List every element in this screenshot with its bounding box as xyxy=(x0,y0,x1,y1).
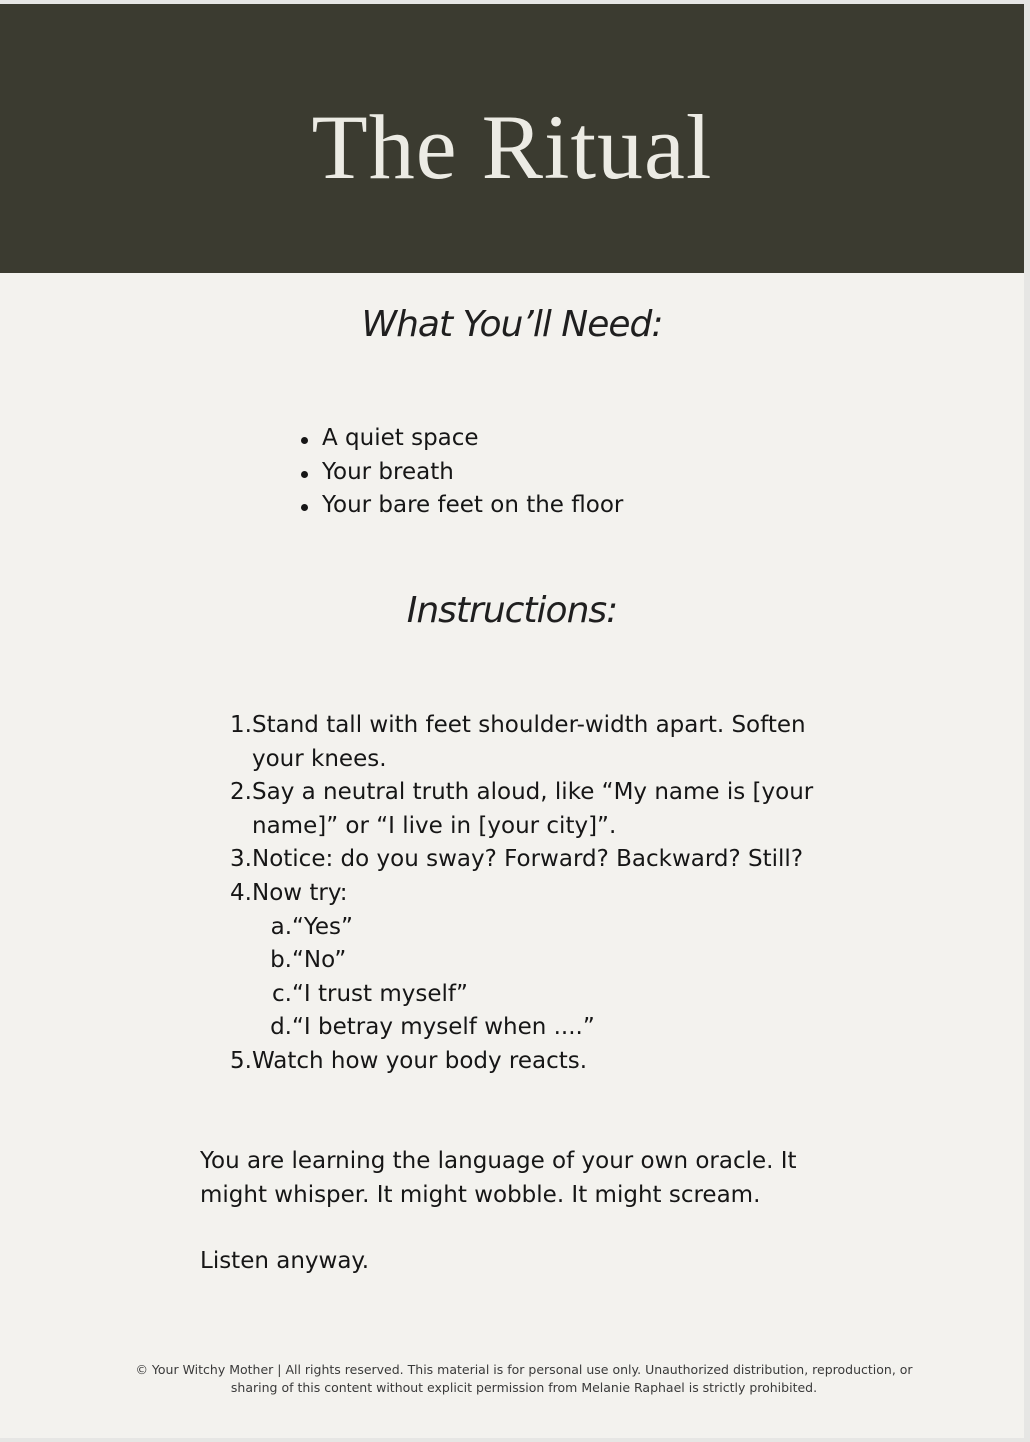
substep-letter: c. xyxy=(272,980,292,1007)
substep-letter: d. xyxy=(270,1014,292,1041)
substep-text: “No” xyxy=(292,947,347,974)
instruction-step xyxy=(228,843,818,877)
needs-list-item: A quiet space xyxy=(300,422,623,456)
step-text: Now try: xyxy=(252,879,348,906)
step-number: 1. xyxy=(230,712,252,738)
instruction-step xyxy=(228,709,818,776)
instruction-step xyxy=(228,877,818,1045)
step-text: Notice: do you sway? Forward? Backward? Still? xyxy=(252,846,804,873)
footer-line-1: © Your Witchy Mother | All rights reserved. This material is for personal use only. Unauthorized distribution, reproduction, or xyxy=(135,1362,913,1377)
substep-item xyxy=(252,944,818,978)
step-number: 4. xyxy=(230,879,252,906)
substep-text: “Yes” xyxy=(292,913,353,940)
substep-item xyxy=(252,978,818,1012)
step-text: Watch how your body reacts. xyxy=(252,1047,588,1074)
needs-heading: What You’ll Need: xyxy=(361,304,663,345)
substep-letter: a. xyxy=(270,913,292,940)
page-title: The Ritual xyxy=(311,96,713,198)
substep-letter: b. xyxy=(270,947,292,974)
substep-text: “I betray myself when ....” xyxy=(292,1014,595,1041)
copyright-footer xyxy=(100,1361,948,1397)
instruction-step xyxy=(228,1045,818,1079)
closing-final-line: Listen anyway. xyxy=(200,1248,370,1274)
substep-list xyxy=(252,911,818,1045)
step-number: 2. xyxy=(230,779,252,806)
step-text: Say a neutral truth aloud, like “My name is [your name]” or “I live in [your city]”. xyxy=(252,779,814,839)
header-banner xyxy=(0,4,1024,273)
instructions-heading: Instructions: xyxy=(406,590,618,631)
footer-line-2: sharing of this content without explicit permission from Melanie Raphael is strictly prohibited. xyxy=(230,1380,818,1395)
substep-text: “I trust myself” xyxy=(292,980,468,1007)
needs-list-item: Your bare feet on the floor xyxy=(300,489,623,523)
needs-list xyxy=(300,422,623,523)
needs-list-item: Your breath xyxy=(300,456,623,490)
closing-paragraph: You are learning the language of your own oracle. It might whisper. It might wobble. It might scream. xyxy=(200,1148,797,1208)
instructions-list xyxy=(228,709,818,1079)
step-text: Stand tall with feet shoulder-width apart. Soften your knees. xyxy=(252,712,806,772)
substep-item xyxy=(252,1011,818,1045)
step-number: 3. xyxy=(230,846,252,873)
substep-item xyxy=(252,911,818,945)
document-page xyxy=(0,4,1024,1438)
step-number: 5. xyxy=(230,1047,252,1074)
instruction-step xyxy=(228,776,818,843)
